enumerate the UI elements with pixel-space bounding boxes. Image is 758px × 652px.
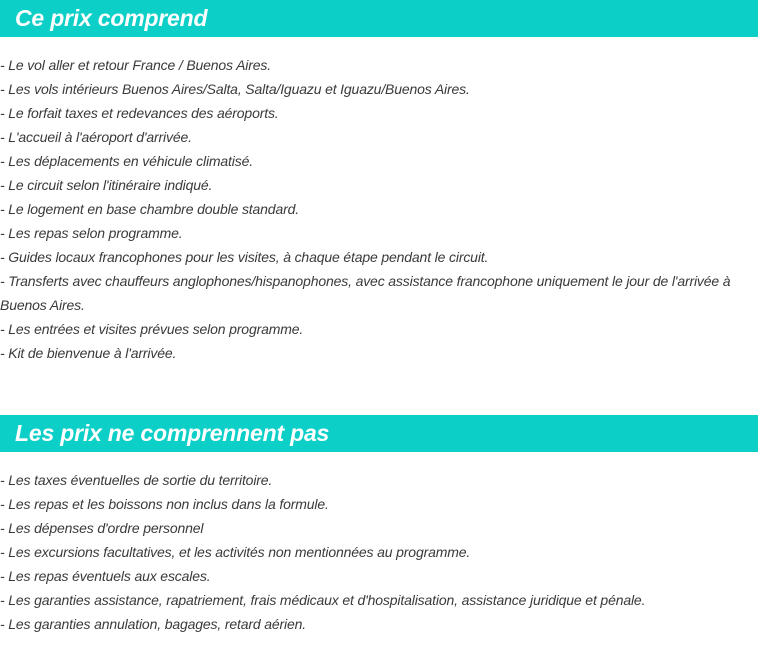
included-header-band (0, 0, 758, 37)
list-item: - Le vol aller et retour France / Buenos Aires. (0, 57, 272, 73)
excluded-section (0, 415, 758, 636)
list-item: - Guides locaux francophones pour les visites, à chaque étape pendant le circuit. (0, 249, 489, 265)
excluded-header-band (0, 415, 758, 452)
list-item: - Les taxes éventuelles de sortie du territoire. (0, 472, 273, 488)
list-item: - Les déplacements en véhicule climatisé. (0, 153, 253, 169)
list-item: - Les garanties annulation, bagages, retard aérien. (0, 616, 307, 632)
list-item: - L'accueil à l'aéroport d'arrivée. (0, 129, 192, 145)
list-item: - Le forfait taxes et redevances des aéroports. (0, 105, 279, 121)
list-item: - Kit de bienvenue à l'arrivée. (0, 345, 177, 361)
list-item: - Transferts avec chauffeurs anglophones/hispanophones, avec assistance francophone uniquement le jour de l'arrivée à Buenos Aires. (0, 273, 731, 313)
list-item: - Le logement en base chambre double standard. (0, 201, 299, 217)
list-item: - Les entrées et visites prévues selon programme. (0, 321, 304, 337)
list-item: - Les dépenses d'ordre personnel (0, 520, 204, 536)
list-item: - Les vols intérieurs Buenos Aires/Salta, Salta/Iguazu et Iguazu/Buenos Aires. (0, 81, 470, 97)
list-item: - Le circuit selon l'itinéraire indiqué. (0, 177, 213, 193)
list-item: - Les garanties assistance, rapatriement, frais médicaux et d'hospitalisation, assistance juridique et pénale. (0, 592, 646, 608)
list-item: - Les repas et les boissons non inclus dans la formule. (0, 496, 329, 512)
list-item: - Les excursions facultatives, et les activités non mentionnées au programme. (0, 544, 471, 560)
list-item: - Les repas éventuels aux escales. (0, 568, 211, 584)
included-list (0, 53, 758, 365)
list-item: - Les repas selon programme. (0, 225, 183, 241)
excluded-title: Les prix ne comprennent pas (15, 420, 330, 446)
excluded-list (0, 468, 758, 636)
included-title: Ce prix comprend (15, 5, 208, 31)
